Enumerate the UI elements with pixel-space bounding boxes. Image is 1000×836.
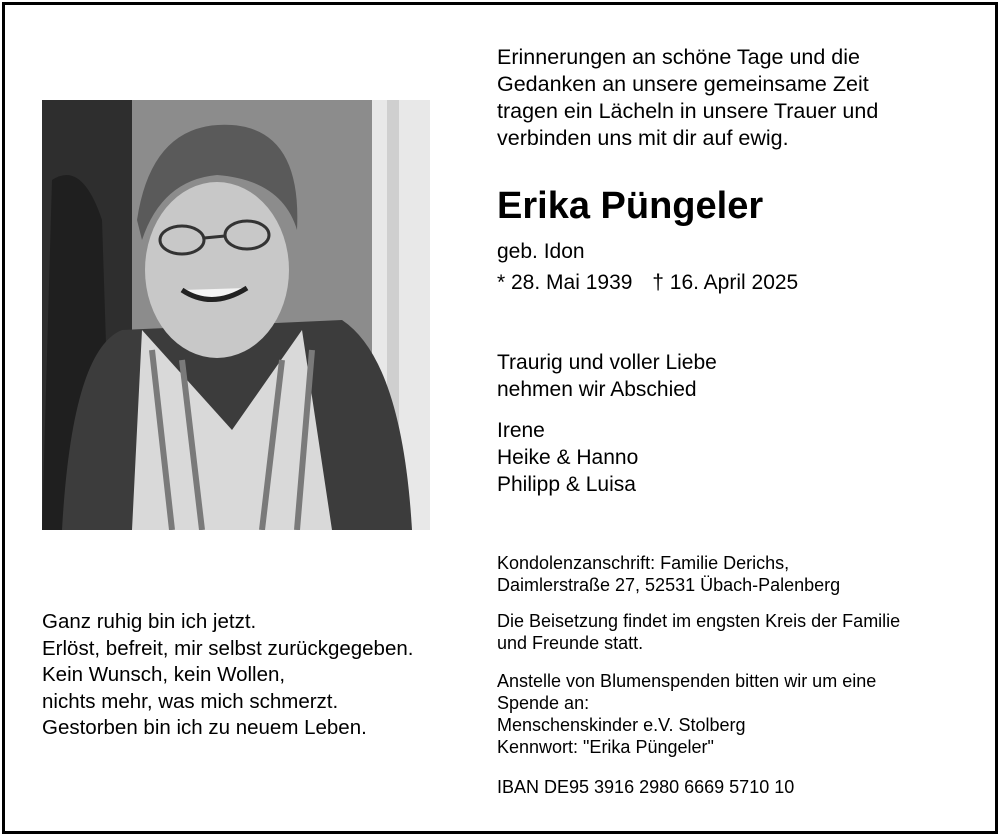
donation-line: Menschenskinder e.V. Stolberg: [497, 715, 746, 735]
poem-line: Erlöst, befreit, mir selbst zurückgegeben.: [42, 636, 414, 660]
farewell-line: nehmen wir Abschied: [497, 378, 697, 401]
donation-note: [497, 670, 876, 758]
funeral-line: Die Beisetzung findet im engsten Kreis der Familie: [497, 611, 901, 631]
intro-text: [497, 44, 959, 152]
donation-line: Anstelle von Blumenspenden bitten wir um eine: [497, 671, 877, 691]
donation-line: Spende an:: [497, 693, 590, 713]
funeral-line: und Freunde statt.: [497, 633, 644, 653]
intro-line: Erinnerungen an schöne Tage und die: [497, 45, 861, 69]
mourners-list: [497, 417, 638, 498]
funeral-note: [497, 610, 900, 654]
death-date: † 16. April 2025: [652, 271, 799, 294]
farewell-text: [497, 349, 717, 403]
condolence-line: Daimlerstraße 27, 52531 Übach-Palenberg: [497, 575, 841, 595]
birth-name: geb. Idon: [497, 240, 585, 263]
donation-line: Kennwort: "Erika Püngeler": [497, 737, 714, 757]
deceased-name: Erika Püngeler: [497, 185, 764, 227]
birth-date: * 28. Mai 1939: [497, 271, 633, 294]
mourner: Irene: [497, 419, 545, 442]
poem-line: nichts mehr, was mich schmerzt.: [42, 689, 339, 713]
poem: [42, 609, 413, 742]
intro-line: verbinden uns mit dir auf ewig.: [497, 126, 789, 150]
poem-line: Gestorben bin ich zu neuem Leben.: [42, 716, 367, 739]
life-dates: [497, 269, 798, 297]
iban: IBAN DE95 3916 2980 6669 5710 10: [497, 777, 795, 797]
mourner: Philipp & Luisa: [497, 473, 636, 496]
condolence-address: [497, 552, 840, 596]
poem-line: Ganz ruhig bin ich jetzt.: [42, 610, 257, 633]
poem-line: Kein Wunsch, kein Wollen,: [42, 663, 286, 686]
intro-line: tragen ein Lächeln in unsere Trauer und: [497, 99, 879, 123]
portrait-photo: [42, 100, 430, 530]
condolence-line: Kondolenzanschrift: Familie Derichs,: [497, 553, 790, 573]
mourner: Heike & Hanno: [497, 446, 639, 469]
intro-line: Gedanken an unsere gemeinsame Zeit: [497, 72, 869, 96]
farewell-line: Traurig und voller Liebe: [497, 351, 717, 374]
